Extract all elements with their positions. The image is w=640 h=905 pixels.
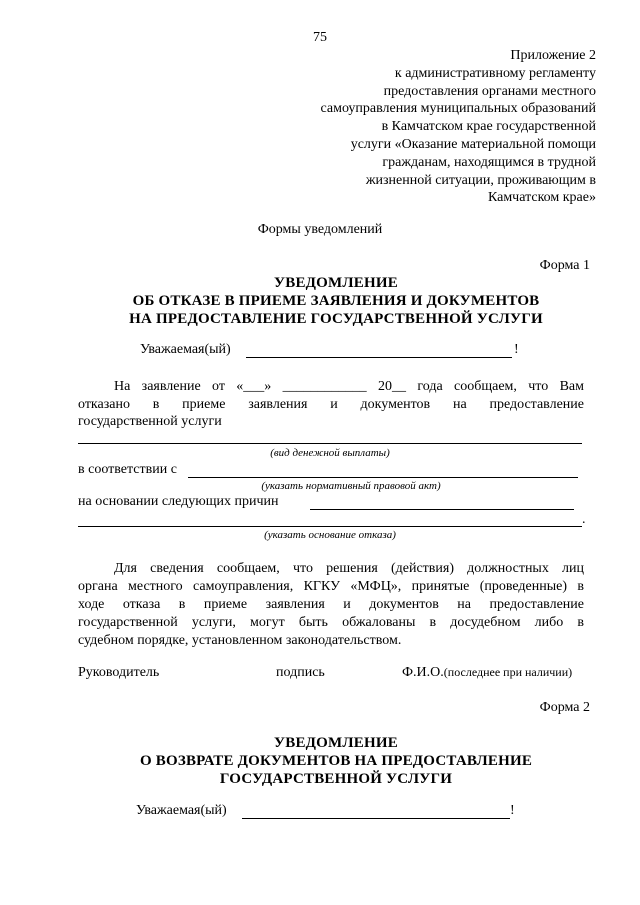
reasons-line-1 <box>310 509 574 510</box>
reasons-line-2 <box>78 526 582 527</box>
appendix-line: к административному регламенту <box>394 65 596 81</box>
reasons-period: . <box>582 512 586 527</box>
form2-heading-line: УВЕДОМЛЕНИЕ <box>274 735 398 751</box>
appendix-line: самоуправления муниципальных образований <box>320 101 596 117</box>
signature-head: Руководитель <box>78 665 160 680</box>
form2-heading <box>0 734 640 788</box>
info-line: органа местного самоуправления, КГКУ «МФЦ», принятые (проведенные) в <box>78 579 584 594</box>
info-line: государственной услуги, могут быть обжалованы в досудебном либо в <box>78 615 584 630</box>
appendix-line: жизненной ситуации, проживающим в <box>365 172 596 188</box>
caption-legal-act: (указать нормативный правовой акт) <box>261 480 441 492</box>
form1-greeting-exclamation: ! <box>514 342 519 357</box>
appendix-block <box>256 47 596 207</box>
form1-heading <box>0 274 640 328</box>
signature-fio-note: (последнее при наличии) <box>443 665 573 679</box>
form1-body-line3: государственной услуги <box>78 414 222 429</box>
info-line: ходе отказа в приеме заявления и документов на предоставление <box>78 597 584 612</box>
form1-label: Форма 1 <box>539 258 590 273</box>
form1-greeting-underline <box>246 357 512 358</box>
appendix-line: гражданам, находящимся в трудной <box>382 154 596 170</box>
form2-greeting-exclamation: ! <box>510 803 515 818</box>
form1-greeting: Уважаемая(ый) <box>140 342 231 357</box>
on-basis-label: на основании следующих причин <box>78 494 279 509</box>
appendix-line: услуги «Оказание материальной помощи <box>350 136 596 152</box>
form2-heading-line: О ВОЗВРАТЕ ДОКУМЕНТОВ НА ПРЕДОСТАВЛЕНИЕ <box>139 753 533 769</box>
payment-type-line <box>78 443 582 444</box>
forms-title: Формы уведомлений <box>257 222 383 237</box>
info-line: судебном порядке, установленном законодательством. <box>78 633 402 648</box>
appendix-line: предоставления органами местного <box>383 83 596 99</box>
form1-body-line2: отказано в приеме заявления и документов на предоставление <box>78 397 584 412</box>
signature-sign: подпись <box>276 665 325 680</box>
form2-greeting-underline <box>242 818 510 819</box>
appendix-line: в Камчатском крае государственной <box>381 119 596 135</box>
form1-heading-line: ОБ ОТКАЗЕ В ПРИЕМЕ ЗАЯВЛЕНИЯ И ДОКУМЕНТОВ <box>132 293 540 309</box>
form2-heading-line: ГОСУДАРСТВЕННОЙ УСЛУГИ <box>219 771 453 787</box>
form2-greeting: Уважаемая(ый) <box>136 803 227 818</box>
signature-fio <box>402 665 572 681</box>
signature-fio-text: Ф.И.О. <box>402 665 444 680</box>
form1-heading-line: УВЕДОМЛЕНИЕ <box>274 275 398 291</box>
caption-payment-type: (вид денежной выплаты) <box>270 447 390 459</box>
page-number: 75 <box>313 30 327 45</box>
caption-reason: (указать основание отказа) <box>264 529 396 541</box>
form1-heading-line: НА ПРЕДОСТАВЛЕНИЕ ГОСУДАРСТВЕННОЙ УСЛУГИ <box>129 311 543 327</box>
legal-act-line <box>188 477 578 478</box>
appendix-line: Приложение 2 <box>510 48 596 63</box>
in-accordance-label: в соответствии с <box>78 462 177 477</box>
form1-body-line1: На заявление от «___» ____________ 20__ года сообщаем, что Вам <box>114 379 584 394</box>
appendix-line: Камчатском крае» <box>487 190 596 206</box>
info-line: Для сведения сообщаем, что решения (действия) должностных лиц <box>114 561 584 576</box>
form2-label: Форма 2 <box>539 700 590 715</box>
